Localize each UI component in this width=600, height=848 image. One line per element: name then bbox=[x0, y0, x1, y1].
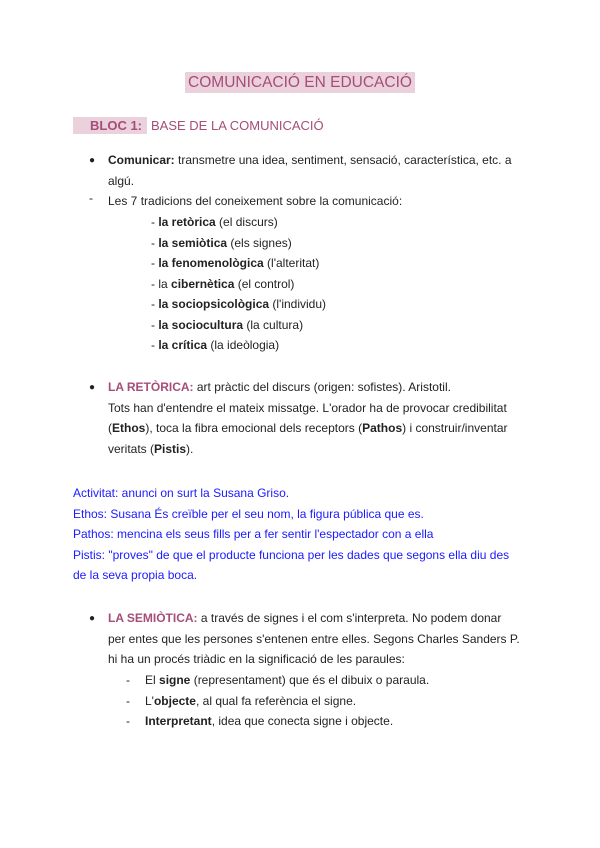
tradicio-item: - la sociopsicològica (l'individu) bbox=[151, 297, 327, 311]
bullet-icon: ● bbox=[89, 613, 96, 624]
tradicio-item: - la fenomenològica (l'alteritat) bbox=[151, 256, 320, 270]
semiotica-item: ● LA SEMIÒTICA: a través de signes i el com s'interpreta. No podem donar per entes que les persones s'entenen entre elles. Segons Charles Sanders P. hi ha un procés triàdic en la significació de les paraules: bbox=[89, 611, 520, 666]
section-heading bbox=[73, 118, 324, 133]
activitat-block: Activitat: anunci on surt la Susana Griso. Ethos: Susana És creïble per el seu nom, la figura pública que es. Pathos: mencina els seus fills per a fer sentir l'espectador con a ella Pistis: "proves" de que el producte funciona per les dades que segons ella diu des de la seva propia boca. bbox=[73, 486, 510, 582]
tradicio-item: - la retòrica (el discurs) bbox=[151, 215, 278, 229]
tradicions-list bbox=[151, 212, 326, 356]
bullet-icon: ● bbox=[89, 382, 96, 393]
tradicio-item: - la cibernètica (el control) bbox=[151, 276, 295, 291]
semiotica-subitem: - El signe (representament) que és el dibuix o paraula. bbox=[126, 673, 430, 687]
semiotica-subitem: - L'objecte, al qual fa referència el signe. bbox=[126, 693, 357, 708]
semiotica-subitem: - Interpretant, idea que conecta signe i objecte. bbox=[126, 714, 394, 728]
tradicions-intro: - Les 7 tradicions del coneixement sobre la comunicació: bbox=[89, 191, 403, 208]
section-label: BLOC 1: bbox=[73, 117, 147, 134]
comunicar-line2: algú. bbox=[108, 173, 135, 188]
tradicio-item: - la sociocultura (la cultura) bbox=[151, 317, 304, 332]
page-title: COMUNICACIÓ EN EDUCACIÓ bbox=[0, 74, 600, 92]
bullet-icon: ● bbox=[89, 155, 96, 166]
tradicio-item: - la crítica (la ideòlogia) bbox=[151, 338, 280, 352]
semiotica-list bbox=[126, 670, 430, 732]
retorica-item: ● LA RETÒRICA: art pràctic del discurs (origen: sofistes). Aristotil. Tots han d'entendre el mateix missatge. L'orador ha de provocar credibilitat (Ethos), toca la fibra emocional dels receptors (Pathos) i construir/inventar veritats (Pistis). bbox=[89, 380, 508, 456]
comunicar-item: ● Comunicar: transmetre una idea, sentiment, sensació, característica, etc. a algú. bbox=[89, 150, 493, 191]
section-title: BASE DE LA COMUNICACIÓ bbox=[151, 118, 324, 133]
tradicio-item: - la semiòtica (els signes) bbox=[151, 235, 292, 250]
